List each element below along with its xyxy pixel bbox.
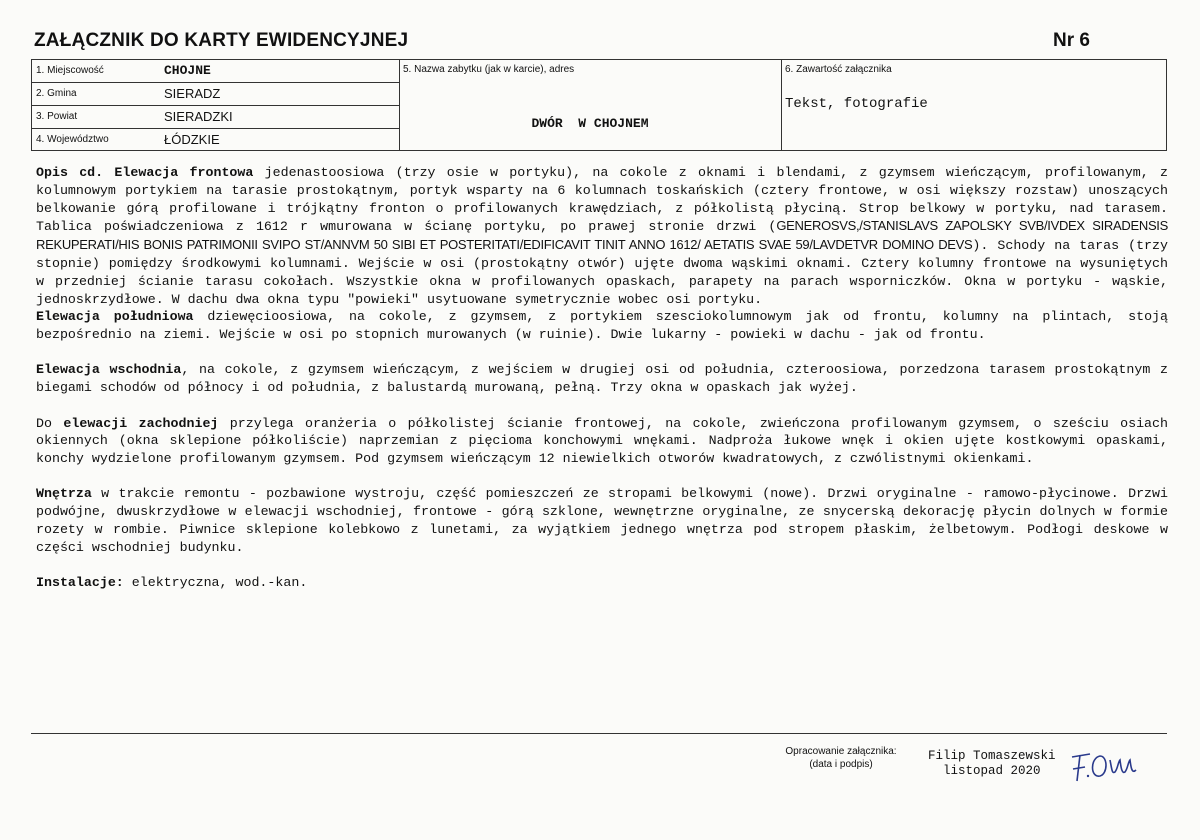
monument-cell: [399, 60, 782, 150]
paragraph-text: dziewęcioosiowa, na cokole, z gzymsem, z portykiem szesciokolumnowym jak od frontu, kolumny na plintach, stoją bezpośrednio na ziemi. Wejście w osi po stopnich murowanych (w ruinie). Dwie lukarny - powieki w dachu - jak od frontu.: [36, 309, 1169, 343]
field-label: 4. Województwo: [36, 134, 109, 145]
section-heading: Elewacja południowa: [36, 309, 194, 325]
paragraph-text: w trakcie remontu - pozbawione wystroju, część pomieszczeń ze stropami belkowymi (nowe). Drzwi oryginalne - ramowo-płycinowe. Drzwi podwójne, dwuskrzydłowe w elewacji wschodniej, frontowe - górą szklone, wewnętrzne oryginalne, ze snycerską dekorację płycin dolnych w formie rozety w rombie. Piwnice sklepione kolebkowo z lunetami, za wyjątkiem jednego wnętrza pod stropem płaskim, żelbetowym. Podłogi deskowe w części wschodniej budynku.: [36, 486, 1168, 555]
footer-divider: [31, 733, 1167, 734]
header-table: [31, 59, 1167, 151]
monument-name: DWÓR W CHOJNEM: [531, 116, 649, 131]
paragraph-south-elevation: [36, 308, 1168, 344]
paragraph-text: przylega oranżeria o półkolistej ścianie frontowej, na cokole, zwieńczona profilowanym gzymsem, o sześciu osiach okiennych (okna sklepione półkoliście) naprzemian z pięcioma konchowymi wnękami. Nadproża łukowe wnęk i okien ujęte kostkowymi opaskami, konchy wydzielone profilowanym gzymsem. Pod gzymsem wieńczącym 12 niewielkich otworów kwadratowych, z czwólistnymi okienkami.: [36, 415, 1168, 467]
section-heading: Instalacje:: [36, 575, 124, 591]
paragraph-lead: Do: [36, 415, 64, 431]
field-label: 3. Powiat: [36, 111, 78, 122]
field-commune: [32, 83, 399, 106]
plaque-inscription: GENEROSVS,/STANISLAVS ZAPOLSKY SVB/IVDEX SIRADENSIS REKUPERATI/HIS BONIS PATRIMONII SVIPO ST/ANNVM 50 SIBI ET POSTERITATI/EDIFICAVIT TINIT ANNO 1612/ AETATIS SVAE 59/LAVDETVR DOMINO DEVS: [36, 218, 1168, 253]
section-heading: Elewacja frontowa: [114, 165, 254, 180]
field-voivodeship: [32, 129, 399, 150]
prepared-by-label-line: Opracowanie załącznika:: [785, 746, 897, 757]
author-name: Filip Tomaszewski: [928, 749, 1056, 763]
document-number: Nr 6: [1053, 30, 1090, 51]
field-value: ŁÓDZKIE: [164, 132, 220, 147]
paragraph-text: jedenastoosiowa (trzy osie w portyku), na cokole z oknami i blendami, z gzymsem wieńczącym, profilowanym, z kolumnowym portykiem na tarasie prostokątnym, portyk wsparty na 6 kolumnach toskańskich (cztery frontowe, w osi większy rozstaw) unoszących belkowanie górą profilowane i trójkątny fronton o profilowanych krawędziach, z półkolistą płyciną. Strop belkowy w portyku, nad tarasem. Tablica poświadczeniowa z 1612 r wmurowana w ścianę portyku, po prawej stronie drzwi (: [36, 165, 1168, 235]
field-value: CHOJNE: [164, 63, 211, 78]
description-lead: Opis cd.: [36, 165, 115, 180]
date-signature-label: (data i podpis): [809, 759, 873, 770]
paragraph-west-elevation: [36, 415, 1168, 468]
handwritten-signature: [1068, 748, 1144, 784]
monument-label: 5. Nazwa zabytku (jak w karcie), adres: [403, 64, 575, 75]
author-block: [928, 749, 1056, 779]
contents-value: Tekst, fotografie: [785, 96, 928, 112]
paragraph-front-elevation: [36, 164, 1168, 308]
paragraph-interiors: [36, 485, 1168, 556]
field-label: 1. Miejscowość: [36, 65, 104, 76]
prepared-by-label: [770, 745, 912, 771]
field-value: SIERADZKI: [164, 109, 233, 124]
paragraph-text: ). Schody na taras (trzy stopnie) pomiędzy środkowymi kolumnami. Wejście w osi (prostokątny otwór) ujęte dwoma wąskimi oknami. Cztery kolumny frontowe na wysuniętych w przedniej ścianie tarasu cokołach. Wszystkie okna w profilowanych opaskach, parapety na parach wsporniczków. Okna w portyku - wąskie, jednoskrzydłowe. W dachu dwa okna typu "powieki" usytuowane symetrycznie wobec osi portyku.: [36, 238, 1168, 307]
field-locality: [32, 60, 399, 83]
contents-cell: [781, 60, 1166, 150]
paragraph-east-elevation: [36, 361, 1168, 397]
document-title: ZAŁĄCZNIK DO KARTY EWIDENCYJNEJ: [34, 30, 409, 51]
paragraph-text: , na cokole, z gzymsem wieńczącym, z wejściem w drugiej osi od południa, czteroosiowa, porzedzona tarasem prostokątnym z biegami schodów od północy i od południa, z balustardą murowaną, pełną. Trzy okna w opaskach jak wyżej.: [36, 362, 1168, 396]
paragraph-installations: [36, 574, 1168, 592]
section-heading: Elewacja wschodnia: [36, 362, 182, 378]
author-date: listopad 2020: [943, 764, 1041, 778]
field-value: SIERADZ: [164, 86, 221, 101]
contents-label: 6. Zawartość załącznika: [785, 64, 892, 75]
paragraph-text: elektryczna, wod.-kan.: [123, 575, 308, 591]
section-heading: Wnętrza: [36, 486, 92, 502]
description-body: [36, 164, 1168, 609]
location-fields: [32, 60, 400, 150]
section-heading: elewacji zachodniej: [63, 415, 219, 431]
field-county: [32, 106, 399, 129]
field-label: 2. Gmina: [36, 88, 77, 99]
